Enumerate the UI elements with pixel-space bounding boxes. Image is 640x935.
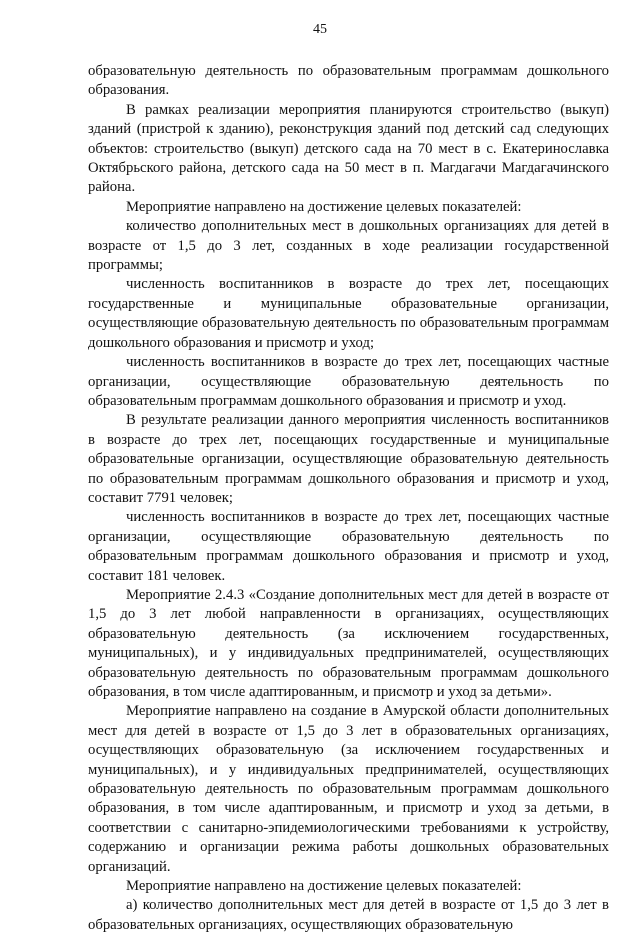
paragraph: численность воспитанников в возрасте до трех лет, посещающих частные организации, осуществляющие образовательную деятельность по образовательным программам дошкольного образования и присмотр и уход, составит 181 человек. [88, 509, 609, 584]
paragraph: Мероприятие направлено на достижение целевых показателей: [126, 878, 522, 895]
paragraph: а) количество дополнительных мест для детей в возрасте от 1,5 до 3 лет в образовательных организациях, осуществляющих образовательную [88, 897, 609, 933]
paragraph: В рамках реализации мероприятия планируются строительство (выкуп) зданий (пристрой к зданию), реконструкция зданий под детский сад следующих объектов: строительство (выкуп) детского сада на 70 мест в с. Екатеринославка Октябрьского района, детского сада на 50 мест в п. Магдагачи Магдагачинского района. [88, 101, 609, 196]
paragraph: количество дополнительных мест в дошкольных организациях для детей в возрасте от 1,5 до 3 лет, созданных в ходе реализации государственной программы; [88, 218, 609, 274]
paragraph: В результате реализации данного мероприятия численность воспитанников в возрасте до трех лет, посещающих государственные и муниципальные образовательные организации, осуществляющие образовательную деятельность по образовательным программам дошкольного образования и присмотр и уход, составит 7791 человек; [88, 412, 609, 506]
paragraph: Мероприятие направлено на достижение целевых показателей: [126, 198, 522, 215]
paragraph: образовательную деятельность по образовательным программам дошкольного образования. [88, 63, 609, 99]
paragraph: Мероприятие 2.4.3 «Создание дополнительных мест для детей в возрасте от 1,5 до 3 лет любой направленности в организациях, осуществляющих образовательную деятельность (за исключением государственных, муниципальных), и у индивидуальных предпринимателей, осуществляющих образовательную деятельность по образовательным программам дошкольного образования, в том числе адаптированным, и присмотр и уход за детьми». [88, 586, 609, 700]
paragraph: численность воспитанников в возрасте до трех лет, посещающих государственные и муниципальные образовательные организации, осуществляющие образовательную деятельность по образовательным программам дошкольного образования и присмотр и уход; [88, 276, 609, 351]
body-text [88, 62, 609, 935]
paragraph: численность воспитанников в возрасте до трех лет, посещающих частные организации, осуществляющие образовательную деятельность по образовательным программам дошкольного образования и присмотр и уход. [88, 354, 609, 409]
paragraph: Мероприятие направлено на создание в Амурской области дополнительных мест для детей в возрасте от 1,5 до 3 лет в образовательных организациях, осуществляющих образовательную (за исключением государственных и муниципальных), и у индивидуальных предпринимателей, осуществляющих образовательную деятельность по образовательным программам дошкольного образования, в том числе адаптированным, и присмотр и уход за детьми, в соответствии с санитарно-эпидемиологическими требованиями к устройству, содержанию и организации режима работы дошкольных образовательных организаций. [88, 703, 609, 875]
page-number: 45 [313, 22, 327, 37]
